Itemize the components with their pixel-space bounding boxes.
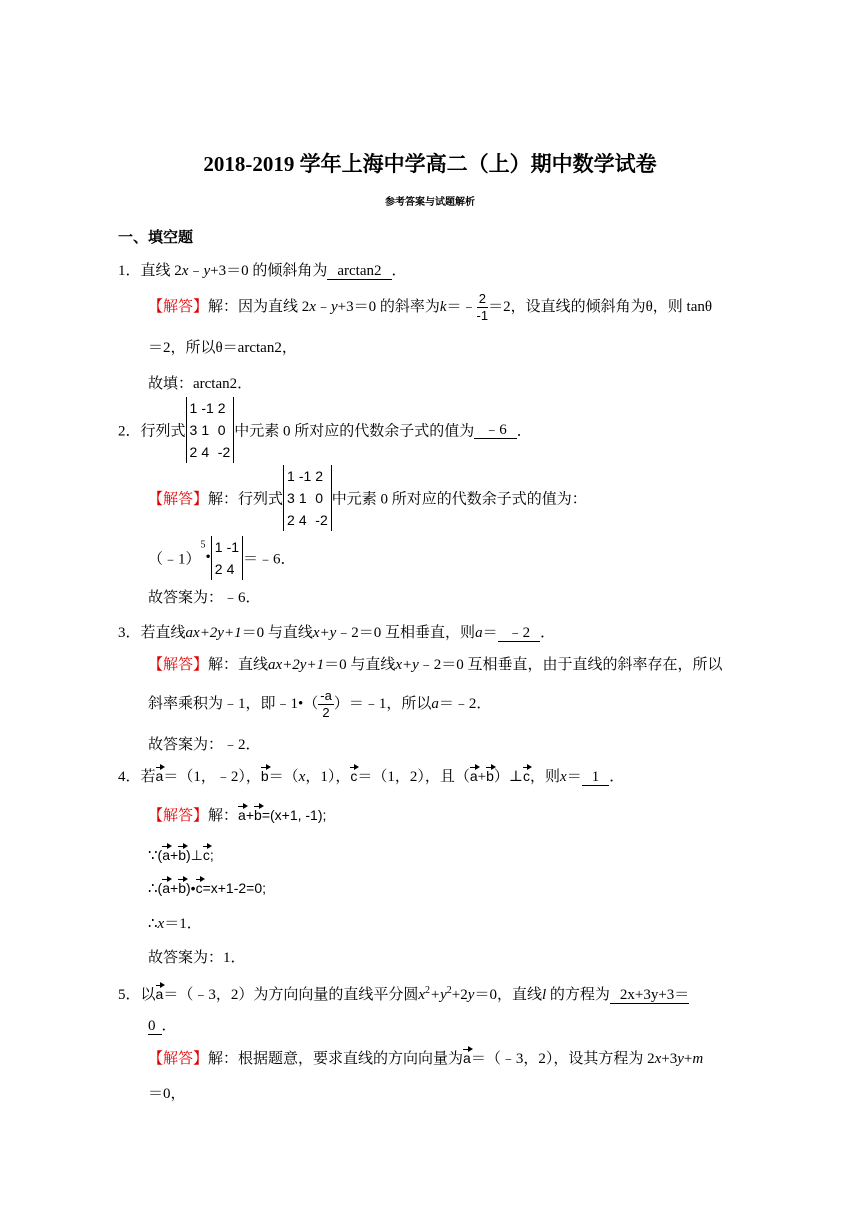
vector-b: b — [261, 764, 269, 784]
answer-blank: 2x+3y+3＝ — [610, 987, 689, 1004]
section-heading: 一、填空题 — [118, 230, 194, 246]
solution-4-therefore: ∴(a+b)•c=x+1-2=0; — [148, 876, 266, 898]
fraction: $\frac{2}{-1}$ — [476, 291, 489, 323]
answer-blank: arctan2 — [327, 263, 391, 280]
solution-1: 【解答】解：因为直线 2x﹣y+3＝0 的斜率为k＝﹣ $\frac{2}{-1}$ ＝2，设直线的倾斜角为θ，则 tanθ — [148, 291, 713, 323]
question-number: 1． — [118, 263, 141, 279]
solution-tag: 【解答】 — [148, 1051, 209, 1067]
question-2: 2．行列式 1 -1 2 3 1 0 2 4 -2 中元素 0 所对应的代数余子式的值为 ﹣6 ． — [118, 397, 532, 463]
solution-4-because: ∵(a+b)⊥c; — [148, 843, 214, 865]
vector-a: a — [156, 982, 164, 1002]
question-4: 4．若a＝（1，﹣2），b＝（x，1），c＝（1，2），且（a+b）⊥c，则x＝ 1 ． — [118, 764, 624, 786]
determinant-3x3: 1 -1 2 3 1 0 2 4 -2 — [283, 465, 332, 531]
vector-c: c — [350, 764, 357, 784]
solution-tag: 【解答】 — [148, 298, 209, 315]
solution-2: 【解答】解：行列式 1 -1 2 3 1 0 2 4 -2 中元素 0 所对应的代数余子式的值为： — [148, 465, 587, 531]
question-number: 2． — [118, 423, 141, 440]
solution-tag: 【解答】 — [148, 808, 209, 824]
solution-5-line2: ＝0， — [148, 1086, 186, 1102]
determinant-2x2: 1 -1 2 4 — [211, 536, 243, 580]
solution-tag: 【解答】 — [148, 491, 209, 508]
answer-blank: ﹣6 — [474, 422, 517, 439]
fraction: $\frac{-a}{2}$ — [320, 688, 332, 720]
question-5-line2: 0 ． — [148, 1018, 177, 1034]
determinant-3x3: 1 -1 2 3 1 0 2 4 -2 — [186, 397, 235, 463]
solution-2-calc: （﹣1）$^5$• 1 -1 2 4 ＝﹣6． — [148, 536, 296, 580]
solution-3: 【解答】解：直线ax+2y+1＝0 与直线x+y﹣2＝0 互相垂直，由于直线的斜率存在，所以 — [148, 657, 723, 673]
solution-1-line2: ＝2，所以θ＝arctan2， — [148, 340, 297, 356]
solution-5: 【解答】解：根据题意，要求直线的方向向量为a＝（﹣3，2），设其方程为 2x+3y+m — [148, 1046, 703, 1068]
solution-4: 【解答】解：a+b=(x+1, -1); — [148, 803, 326, 825]
answer-summary-1: 故填：arctan2． — [148, 376, 253, 392]
solution-4-conclusion: ∴x＝1． — [148, 916, 202, 932]
answer-blank: ﹣2 — [498, 625, 541, 642]
question-3: 3．若直线ax+2y+1＝0 与直线x+y﹣2＝0 互相垂直，则a＝ ﹣2 ． — [118, 625, 556, 641]
answer-summary-4: 故答案为：1． — [148, 950, 246, 966]
question-1: 1．直线 2x﹣y+3＝0 的倾斜角为 arctan2 ． — [118, 263, 407, 279]
answer-summary-2: 故答案为：﹣6． — [148, 590, 261, 606]
answer-summary-3: 故答案为：﹣2． — [148, 737, 261, 753]
solution-3-line2: 斜率乘积为﹣1，即﹣1•（ $\frac{-a}{2}$ ）＝﹣1，所以a＝﹣2． — [148, 688, 492, 720]
page-subtitle: 参考答案与试题解析 — [385, 197, 475, 208]
question-5: 5．以a＝（﹣3，2）为方向向量的直线平分圆$x^2+y^2+2y=0$，直线l 的方程为 2x+3y+3＝ — [118, 982, 689, 1004]
page-title: 2018-2019 学年上海中学高二（上）期中数学试卷 — [203, 152, 657, 176]
answer-blank: 1 — [582, 769, 610, 786]
solution-tag: 【解答】 — [148, 657, 209, 673]
vector-a: a — [156, 764, 164, 784]
